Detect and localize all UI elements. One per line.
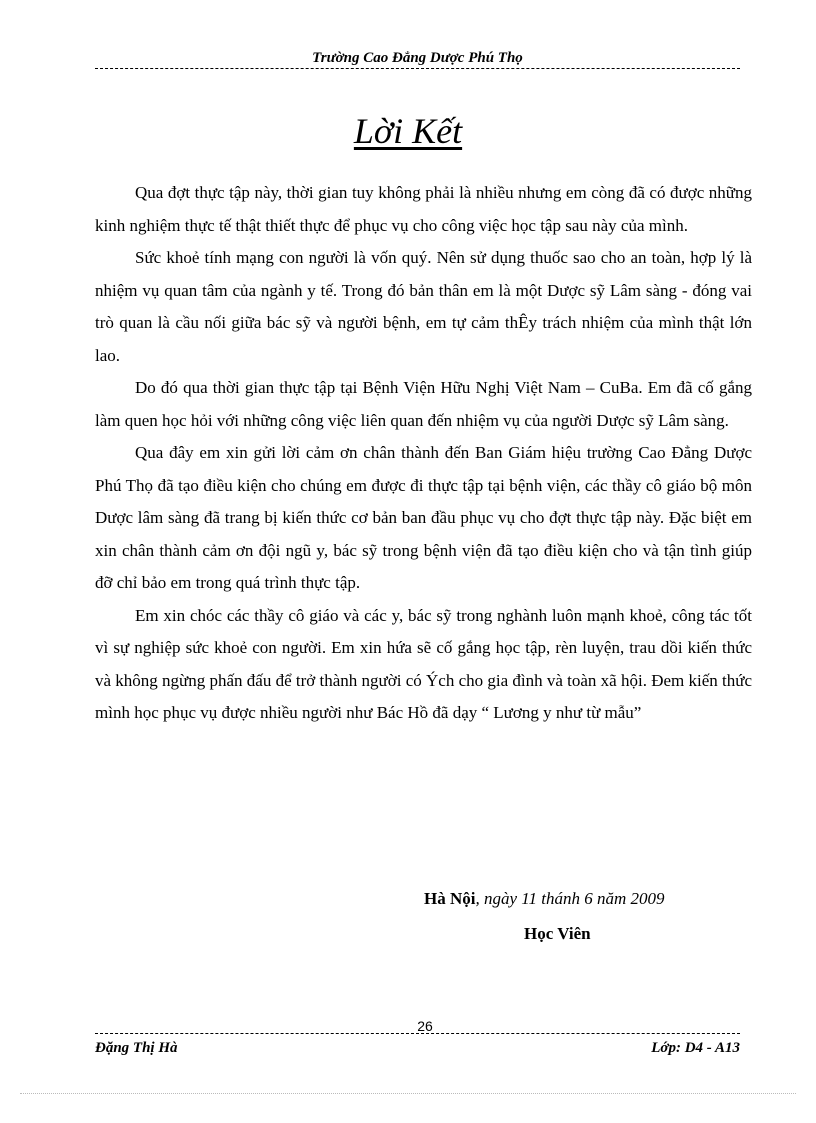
footer-class: Lớp: D4 - A13: [651, 1040, 740, 1056]
signature-date-line: [424, 886, 665, 912]
page-header: Trường Cao Đẳng Dược Phú Thọ: [312, 50, 523, 66]
paragraph-4: Qua đây em xin gửi lời cảm ơn chân thành đến Ban Giám hiệu trường Cao Đẳng Dược Phú Thọ đã tạo điều kiện cho chúng em được đi thực tập tại bệnh viện, các thầy cô giáo bộ môn Dược lâm sàng đã trang bị kiến thức cơ bản ban đầu phục vụ cho đợt thực tập này. Đặc biệt em xin chân thành cảm ơn đội ngũ y, bác sỹ trong bệnh viện đã tạo điều kiện cho và tận tình giúp đỡ chỉ bảo em trong quá trình thực tập.: [95, 443, 752, 592]
footer-rule: [95, 1033, 740, 1034]
paragraph-2: Sức khoẻ tính mạng con người là vốn quý. Nên sử dụng thuốc sao cho an toàn, hợp lý là nhiệm vụ quan tâm của ngành y tế. Trong đó bản thân em là một Dược sỹ Lâm sàng - đóng vai trò quan là cầu nối giữa bác sỹ và người bệnh, em tự cảm thÊy trách nhiệm của mình thật lớn lao.: [95, 248, 752, 365]
paragraph-1: Qua đợt thực tập này, thời gian tuy không phải là nhiều nhưng em còng đã có được những kinh nghiệm thực tế thật thiết thực để phục vụ cho công việc học tập sau này của mình.: [95, 183, 752, 235]
page-bottom-border: [20, 1093, 796, 1094]
header-rule: [95, 68, 740, 69]
body-text: [95, 177, 752, 730]
signature-city: Hà Nội: [424, 889, 476, 908]
page-number: 26: [417, 1018, 433, 1034]
signature-role: Học Viên: [524, 924, 591, 943]
paragraph-5: Em xin chóc các thầy cô giáo và các y, bác sỹ trong nghành luôn mạnh khoẻ, công tác tốt vì sự nghiệp sức khoẻ con người. Em xin hứa sẽ cố gắng học tập, rèn luyện, trau dồi kiến thức và không ngừng phấn đấu để trở thành người có Ých cho gia đình và toàn xã hội. Đem kiến thức mình học phục vụ được nhiều người như Bác Hồ đã dạy “ Lương y như từ mẫu”: [95, 605, 752, 722]
footer-author: Đặng Thị Hà: [95, 1040, 178, 1056]
page-title: Lời Kết: [353, 111, 463, 151]
paragraph-3: Do đó qua thời gian thực tập tại Bệnh Viện Hữu Nghị Việt Nam – CuBa. Em đã cố gắng làm quen học hỏi với những công việc liên quan đến nhiệm vụ của người Dược sỹ Lâm sàng.: [95, 378, 752, 430]
signature-date: , ngày 11 thánh 6 năm 2009: [475, 889, 665, 908]
